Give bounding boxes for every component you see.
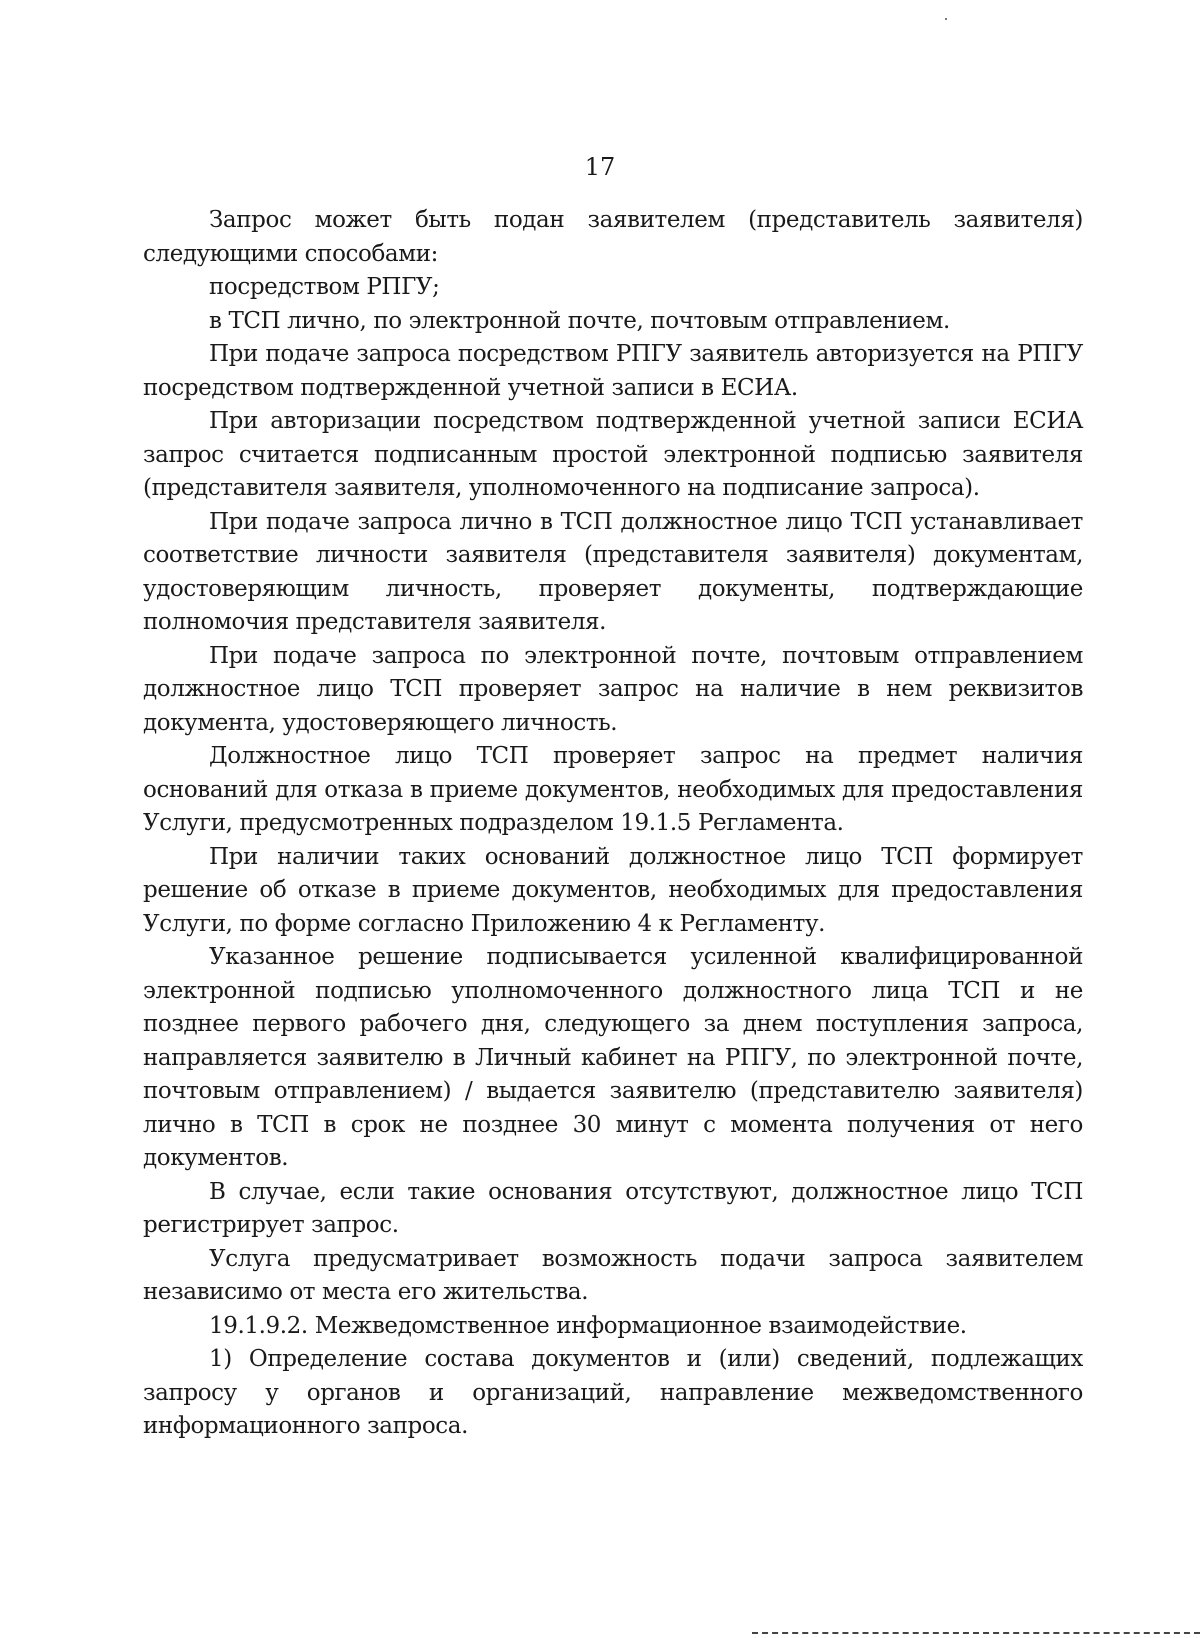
paragraph-refusal-decision: При наличии таких оснований должностное лицо ТСП формирует решение об отказе в приеме документов, необходимых для предоставления Услуги, по форме согласно Приложению 4 к Регламенту. <box>143 843 1083 937</box>
paragraph-refusal-grounds-check: Должностное лицо ТСП проверяет запрос на предмет наличия оснований для отказа в приеме документов, необходимых для предоставления Услуги, предусмотренных подразделом 19.1.5 Регламента. <box>143 743 1083 836</box>
paragraph-submission-methods: Запрос может быть подан заявителем (представитель заявителя) следующими способами: <box>143 207 1083 267</box>
paragraph-residence-independence: Услуга предусматривает возможность подачи запроса заявителем независимо от места его жительства. <box>143 1245 1083 1305</box>
page-number: 17 <box>584 153 616 181</box>
paragraph-email-verification: При подаче запроса по электронной почте, почтовым отправлением должностное лицо ТСП проверяет запрос на наличие в нем реквизитов документа, удостоверяющего личность. <box>143 642 1083 736</box>
section-heading-19-1-9-2: 19.1.9.2. Межведомственное информационное взаимодействие. <box>209 1312 967 1339</box>
paragraph-decision-signing: Указанное решение подписывается усиленной квалифицированной электронной подписью уполномоченного должностного лица ТСП и не позднее первого рабочего дня, следующего за днем поступления запроса, направляется заявителю в Личный кабинет на РПГУ, по электронной почте, почтовым отправлением) / выдается заявителю (представителю заявителя) лично в ТСП в срок не позднее 30 минут с момента получения от него документов. <box>143 944 1083 1171</box>
scan-artifact-line <box>752 1632 1200 1634</box>
paragraph-in-person-verification: При подаче запроса лично в ТСП должностное лицо ТСП устанавливает соответствие личности заявителя (представителя заявителя) документам, удостоверяющим личность, проверяет документы, подтверждающие полномочия представителя заявителя. <box>143 508 1083 635</box>
document-body <box>143 204 1083 1444</box>
paragraph-esia-signature: При авторизации посредством подтвержденной учетной записи ЕСИА запрос считается подписанным простой электронной подписью заявителя (представителя заявителя, уполномоченного на подписание запроса). <box>143 408 1083 501</box>
paragraph-via-rpgu: посредством РПГУ; <box>209 274 440 300</box>
scan-artifact-dot <box>945 18 947 20</box>
paragraph-in-person-mail: в ТСП лично, по электронной почте, почтовым отправлением. <box>209 307 950 334</box>
paragraph-request-registration: В случае, если такие основания отсутствуют, должностное лицо ТСП регистрирует запрос. <box>143 1178 1083 1238</box>
paragraph-rpgu-authorization: При подаче запроса посредством РПГУ заявитель авторизуется на РПГУ посредством подтвержденной учетной записи в ЕСИА. <box>143 341 1083 401</box>
paragraph-interagency-request: 1) Определение состава документов и (или) сведений, подлежащих запросу у органов и организаций, направление межведомственного информационного запроса. <box>143 1346 1083 1439</box>
